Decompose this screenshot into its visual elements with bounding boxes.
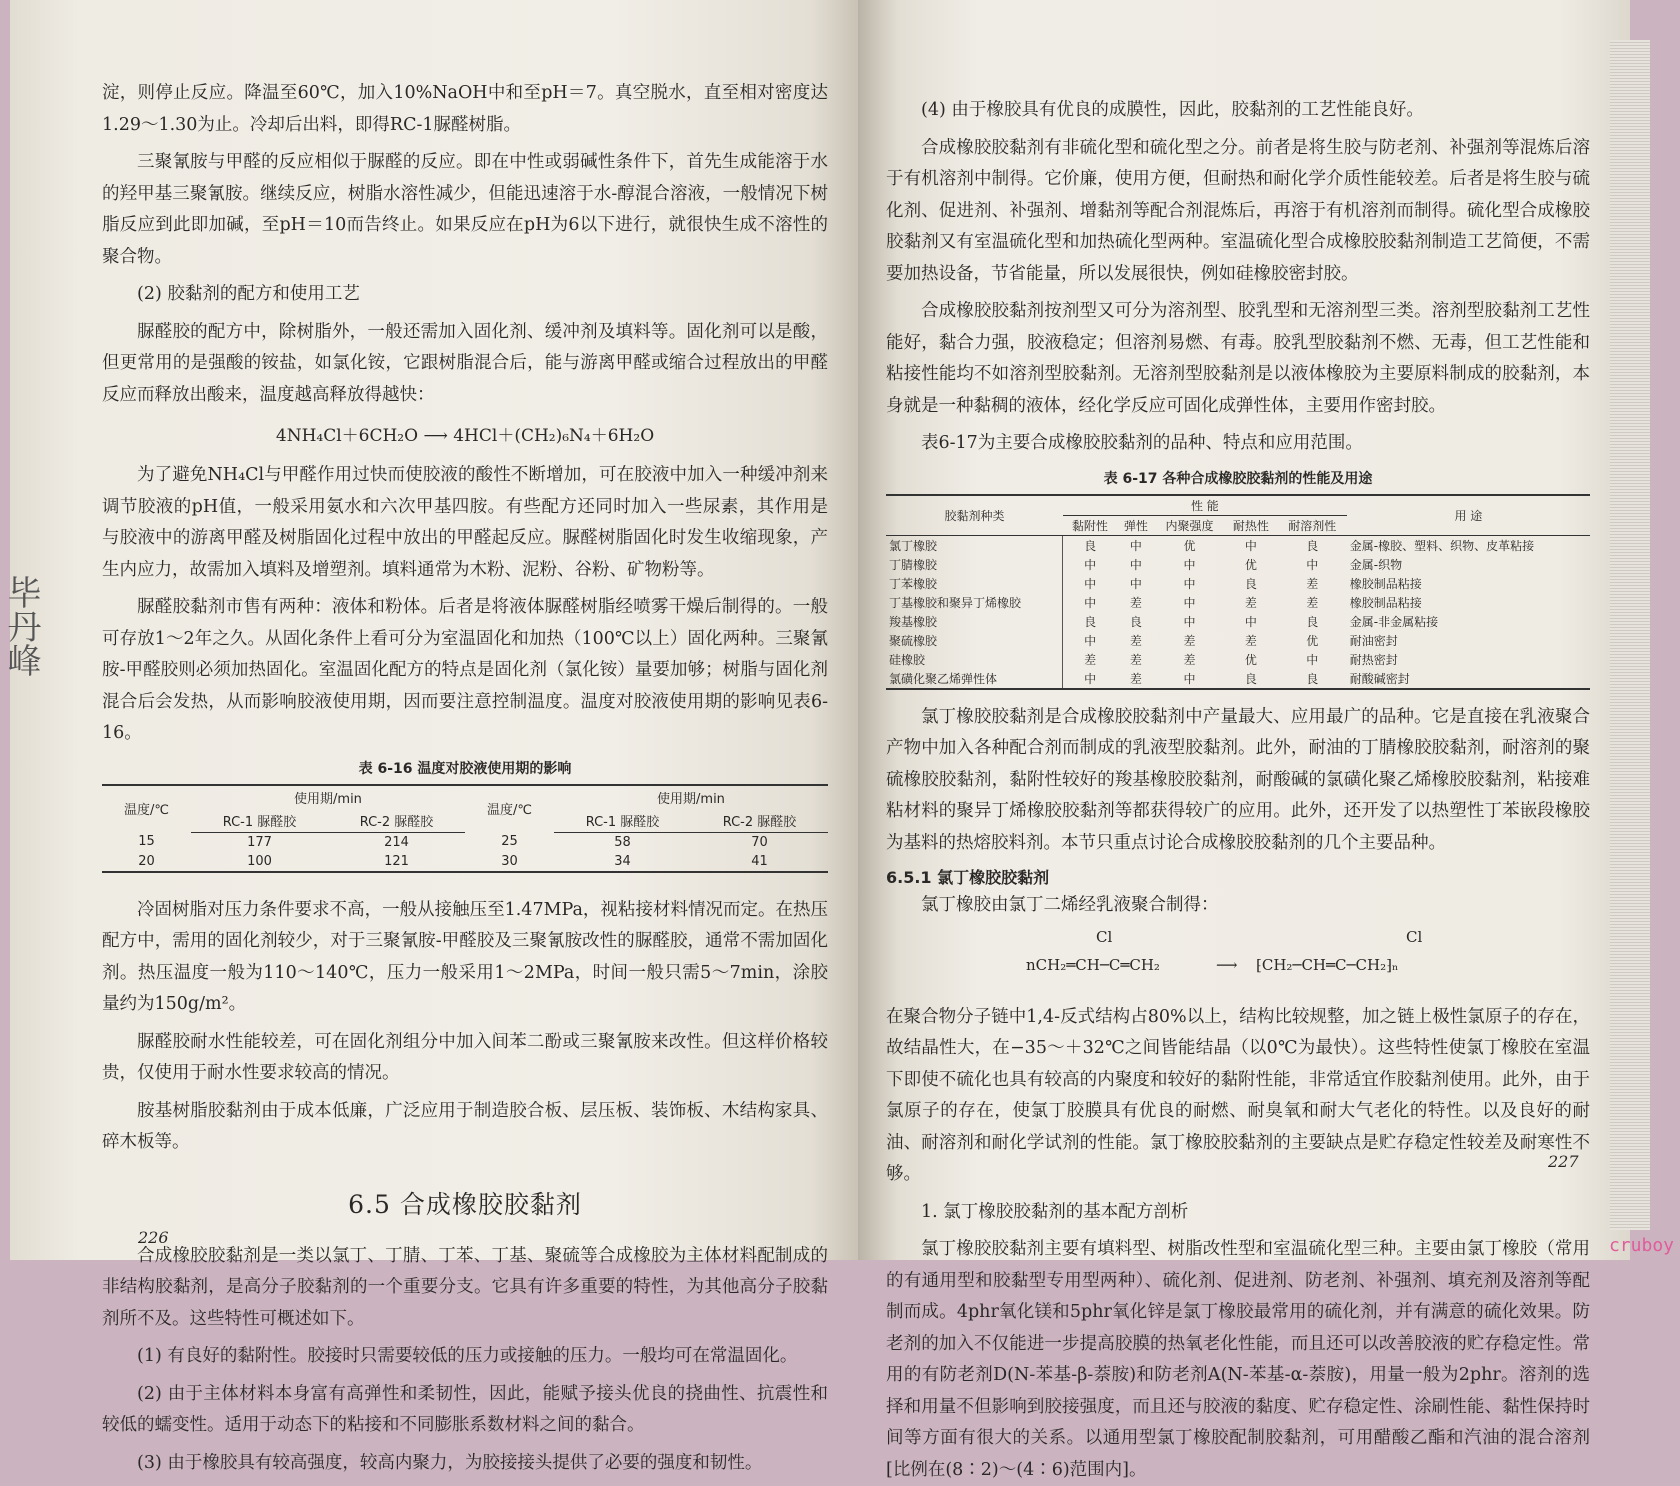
table-cell: 良 (1063, 535, 1117, 555)
polymer-formula: ⁅CH₂─CH═C─CH₂⁆ₙ (1256, 955, 1399, 974)
table-row (886, 631, 1590, 650)
subsection-title: 6.5.1 氯丁橡胶胶黏剂 (886, 868, 1050, 887)
column-header: RC-1 脲醛胶 (191, 809, 328, 833)
reaction-formula: 4NH₄Cl＋6CH₂O ⟶ 4HCl＋(CH₂)₆N₄＋6H₂O (275, 426, 655, 446)
paragraph: 脲醛胶黏剂市售有两种：液体和粉体。后者是将液体脲醛树脂经喷雾干燥后制得的。一般可存放1～2年之久。从固化条件上看可分为室温固化和加热（100℃以上）固化两种。三聚氰胺-甲醛胶则必须加热固化。室温固化配方的特点是固化剂（氯化铵）量要加够；树脂与固化剂混合后会发热，从而影响胶液使用期，因而要注意控制温度。温度对胶液使用期的影响见表6-16。 (102, 597, 828, 743)
table-cell: 34 (614, 853, 631, 869)
heading-item: (2) 胶黏剂的配方和使用工艺 (137, 284, 360, 304)
paragraph: 胺基树脂胶黏剂由于成本低廉，广泛应用于制造胶合板、层压板、装饰板、木结构家具、碎木板等。 (102, 1100, 828, 1152)
table-caption: 表 6-17 各种合成橡胶胶黏剂的性能及用途 (1103, 470, 1373, 487)
table-cell: 30 (501, 853, 518, 869)
column-header: 弹性 (1117, 515, 1155, 535)
table-cell: 优 (1183, 538, 1196, 553)
table-cell: 中 (1063, 574, 1117, 593)
left-page (1, 0, 858, 1473)
section-title: 6.5 合成橡胶胶黏剂 (348, 1189, 582, 1219)
list-item: (1) 有良好的黏附性。胶接时只需要较低的压力或接触的压力。一般均可在常温固化。 (137, 1346, 798, 1366)
table-cell: 丁苯橡胶 (889, 576, 938, 591)
table-row (886, 650, 1590, 669)
table-cell: 金属-橡胶、塑料、织物、皮革粘接 (1349, 538, 1535, 553)
paragraph: 在聚合物分子链中1,4-反式结构占80%以上，结构比较规整，加之链上极性氯原子的存在，故结晶性大，在−35～＋32℃之间皆能结晶（以0℃为最快）。这些特性使氯丁橡胶在室温下即使不硫化也具有较高的内聚度和较好的黏附性能，非常适宜作胶黏剂使用。此外，由于氯原子的存在，使氯丁胶膜具有优良的耐燃、耐臭氧和耐大气老化的特性。以及良好的耐油、耐溶剂和耐化学试剂的性能。氯丁橡胶胶黏剂的主要缺点是贮存稳定性较差及耐寒性不够。 (886, 1006, 1590, 1184)
table-caption: 表 6-16 温度对胶液使用期的影响 (358, 760, 572, 777)
column-header: RC-2 脲醛胶 (328, 809, 465, 833)
table-cell: 差 (1244, 633, 1257, 648)
table-row (886, 593, 1590, 612)
paragraph: 三聚氰胺与甲醛的反应相似于脲醛的反应。即在中性或弱碱性条件下，首先生成能溶于水的羟甲基三聚氰胺。继续反应，树脂水溶性减少，但能迅速溶于水-醇混合溶液，一般情况下树脂反应到此即加碱，至pH＝10而告终止。如果反应在pH为6以下进行，就很快生成不溶性的聚合物。 (102, 152, 828, 267)
column-header: 使用期/min (657, 791, 725, 807)
table-cell: 中 (1183, 576, 1196, 591)
table-cell: 中 (1183, 557, 1196, 572)
table-cell: 差 (1306, 576, 1319, 591)
table-cell: 中 (1244, 614, 1257, 629)
table-cell: 耐热密封 (1349, 652, 1398, 667)
paragraph: 淀，则停止反应。降温至60℃，加入10%NaOH中和至pH＝7。真空脱水，直至相对密度达1.29～1.30为止。冷却后出料，即得RC-1脲醛树脂。 (102, 83, 828, 135)
monomer-formula: nCH₂═CH─C═CH₂ (1026, 955, 1160, 974)
paragraph: 脲醛胶的配方中，除树脂外，一般还需加入固化剂、缓冲剂及填料等。固化剂可以是酸，但更常用的是强酸的铵盐，如氯化铵，它跟树脂混合后，能与游离甲醛或缩合过程放出的甲醛反应而释放出酸来，温度越高释放得越快： (102, 321, 828, 405)
list-item: (4) 由于橡胶具有优良的成膜性，因此，胶黏剂的工艺性能良好。 (921, 100, 1424, 120)
table-cell: 差 (1183, 633, 1196, 648)
page-number: 226 (138, 1228, 169, 1247)
table-cell: 中 (1063, 593, 1117, 612)
column-header: 耐热性 (1224, 515, 1278, 535)
paragraph: 脲醛胶耐水性能较差，可在固化剂组分中加入间苯二酚或三聚氰胺来改性。但这样价格较贵，仅使用于耐水性要求较高的情况。 (102, 1031, 828, 1083)
table-row (886, 555, 1590, 574)
table-cell: 羧基橡胶 (889, 614, 938, 629)
table-cell: 优 (1244, 557, 1257, 572)
chlorine-label: Cl (1096, 927, 1113, 946)
table-cell: 橡胶制品粘接 (1349, 595, 1422, 610)
table-cell: 丁基橡胶和聚异丁烯橡胶 (889, 595, 1022, 610)
paragraph: 合成橡胶胶黏剂有非硫化型和硫化型之分。前者是将生胶与防老剂、补强剂等混炼后溶于有机溶剂中制得。它价廉，使用方便，但耐热和耐化学介质性能较差。后者是将生胶与硫化剂、促进剂、补强剂、增黏剂等配合剂混炼后，再溶于有机溶剂而制得。硫化型合成橡胶胶黏剂又有室温硫化型和加热硫化型两种。室温硫化型合成橡胶胶黏剂制造工艺简便，不需要加热设备，节省能量，所以发展很快，例如硅橡胶密封胶。 (886, 137, 1590, 284)
table-6-17 (886, 494, 1590, 690)
table-cell: 差 (1129, 652, 1142, 667)
table-cell: 121 (384, 853, 409, 869)
table-cell: 15 (138, 834, 155, 850)
reaction-arrow: ⟶ (1216, 955, 1238, 974)
table-cell: 差 (1063, 650, 1117, 669)
table-cell: 58 (614, 834, 631, 850)
table-cell: 良 (1306, 614, 1319, 629)
column-header: 黏附性 (1063, 515, 1117, 535)
open-book (1, 0, 1630, 1480)
column-header: 内聚强度 (1155, 515, 1224, 535)
table-cell: 金属-非金属粘接 (1349, 614, 1439, 629)
table-cell: 中 (1129, 576, 1142, 591)
table-cell: 硅橡胶 (889, 652, 926, 667)
table-row (886, 574, 1590, 593)
right-page (858, 0, 1630, 1480)
table-cell: 氯丁橡胶 (889, 538, 938, 553)
table-cell: 优 (1244, 652, 1257, 667)
table-cell: 中 (1183, 614, 1196, 629)
table-cell: 差 (1129, 633, 1142, 648)
table-cell: 中 (1183, 671, 1196, 686)
paragraph: 氯丁橡胶由氯丁二烯经乳液聚合制得： (921, 895, 1219, 915)
table-cell: 差 (1129, 671, 1142, 686)
paragraph: 冷固树脂对压力条件要求不高，一般从接触压至1.47MPa，视粘接材料情况而定。在热压配方中，需用的固化剂较少，对于三聚氰胺-甲醛胶及三聚氰胺改性的脲醛胶，通常不需加固化剂。热压温度一般为110～140℃，压力一般采用1～2MPa，时间一般只需5～7min，涂胶量约为150g/m²。 (102, 899, 828, 1014)
heading-item: 1. 氯丁橡胶胶黏剂的基本配方剖析 (921, 1201, 1189, 1222)
table-cell: 差 (1183, 652, 1196, 667)
paragraph: 合成橡胶胶黏剂按剂型又可分为溶剂型、胶乳型和无溶剂型三类。溶剂型胶黏剂工艺性能好，黏合力强，胶液稳定；但溶剂易燃、有毒。胶乳型胶黏剂不燃、无毒，但工艺性能和粘接性能均不如溶剂型胶黏剂。无溶剂型胶黏剂是以液体橡胶为主要原料制成的胶黏剂，本身就是一种黏稠的液体，经化学反应可固化成弹性体，主要用作密封胶。 (886, 301, 1590, 416)
table-cell: 25 (501, 834, 518, 850)
paragraph: 为了避免NH₄Cl与甲醛作用过快而使胶液的酸性不断增加，可在胶液中加入一种缓冲剂来调节胶液的pH值，一般采用氨水和六次甲基四胺。有些配方还同时加入一些尿素，其作用是与胶液中的游离甲醛及树脂固化过程中放出的甲醛起反应。脲醛树脂固化时发生收缩现象，产生内应力，故需加入填料及增塑剂。填料通常为木粉、泥粉、谷粉、矿物粉等。 (102, 465, 828, 580)
table-row (886, 612, 1590, 631)
table-row (886, 669, 1590, 689)
table-row (102, 832, 828, 852)
paragraph: 氯丁橡胶胶黏剂是合成橡胶胶黏剂中产量最大、应用最广的品种。它是直接在乳液聚合产物中加入各种配合剂而制成的乳液型胶黏剂。此外，耐油的丁腈橡胶胶黏剂，耐溶剂的聚硫橡胶胶黏剂，黏附性较好的羧基橡胶胶黏剂，耐酸碱的氯磺化聚乙烯橡胶胶黏剂，粘接难粘材料的聚异丁烯橡胶胶黏剂等都获得较广的应用。此外，还开发了以热塑性丁苯嵌段橡胶为基料的热熔胶料剂。本节只重点讨论合成橡胶胶黏剂的几个主要品种。 (886, 706, 1590, 853)
list-item: (2) 由于主体材料本身富有高弹性和柔韧性，因此，能赋予接头优良的挠曲性、抗震性和较低的蠕变性。适用于动态下的粘接和不同膨胀系数材料之间的黏合。 (102, 1383, 828, 1435)
table-cell: 耐酸碱密封 (1349, 671, 1410, 686)
table-cell: 中 (1129, 538, 1142, 553)
chlorine-label: Cl (1406, 927, 1423, 946)
column-header: 使用期/min (294, 791, 362, 807)
column-header: 胶黏剂种类 (886, 495, 1063, 536)
table-cell: 177 (247, 834, 272, 850)
paragraph: 表6-17为主要合成橡胶胶黏剂的品种、特点和应用范围。 (921, 433, 1363, 453)
table-cell: 良 (1244, 671, 1257, 686)
paragraph: 合成橡胶胶黏剂是一类以氯丁、丁腈、丁苯、丁基、聚硫等合成橡胶为主体材料配制成的非结构胶黏剂，是高分子胶黏剂的一个重要分支。它具有许多重要的特性，为其他高分子胶黏剂所不及。这些特性可概述如下。 (102, 1245, 828, 1329)
table-cell: 差 (1244, 595, 1257, 610)
table-cell: 耐油密封 (1349, 633, 1398, 648)
table-cell: 优 (1306, 633, 1319, 648)
table-cell: 良 (1244, 576, 1257, 591)
table-cell: 41 (751, 853, 768, 869)
list-item: (3) 由于橡胶具有较高强度，较高内聚力，为胶接接头提供了必要的强度和韧性。 (137, 1452, 763, 1473)
table-row (102, 852, 828, 872)
table-cell: 良 (1306, 538, 1319, 553)
column-header: RC-1 脲醛胶 (554, 809, 691, 833)
table-cell: 中 (1063, 555, 1117, 574)
table-cell: 金属-织物 (1349, 557, 1403, 572)
column-header: 耐溶剂性 (1278, 515, 1347, 535)
table-row (886, 535, 1590, 555)
table-cell: 中 (1183, 595, 1196, 610)
table-cell: 中 (1306, 652, 1319, 667)
column-header: 温度/℃ (124, 803, 169, 819)
handwritten-signature: 毕丹峰 (1, 575, 41, 677)
table-cell: 氯磺化聚乙烯弹性体 (889, 671, 998, 686)
column-header: 温度/℃ (486, 803, 532, 819)
table-cell: 良 (1306, 671, 1319, 686)
table-cell: 良 (1129, 614, 1142, 629)
page-number: 227 (1548, 1152, 1579, 1171)
paragraph: 氯丁橡胶胶黏剂主要有填料型、树脂改性型和室温硫化型三种。主要由氯丁橡胶（常用的有通用型和胶黏型专用型两种）、硫化剂、促进剂、防老剂、补强剂、填充剂及溶剂等配制而成。4phr氧化镁和5phr氧化锌是氯丁橡胶最常用的硫化剂，并有满意的硫化效果。防老剂的加入不仅能进一步提高胶膜的热氧老化性能，而且还可以改善胶液的贮存稳定性。常用的有防老剂D(N-苯基-β-萘胺)和防老剂A(N-苯基-α-萘胺)，用量一般为2phr。溶剂的选择和用量不但影响到胶接强度，而且还与胶液的黏度、贮存稳定性、涂刷性能、黏性保持时间等方面有很大的关系。以通用型氯丁橡胶配制胶黏剂，可用醋酸乙酯和汽油的混合溶剂[比例在(8∶2)～(4∶6)范围内]。 (886, 1239, 1590, 1480)
table-cell: 差 (1129, 595, 1142, 610)
column-header: 性 能 (1063, 495, 1347, 516)
table-cell: 100 (247, 853, 272, 869)
table-cell: 聚硫橡胶 (889, 633, 938, 648)
column-header: RC-2 脲醛胶 (691, 809, 828, 833)
table-cell: 214 (384, 834, 409, 850)
table-cell: 丁腈橡胶 (889, 557, 938, 572)
watermark: cruboy (1608, 1235, 1674, 1256)
table-cell: 中 (1063, 631, 1117, 650)
table-6-16 (102, 784, 828, 873)
table-cell: 中 (1129, 557, 1142, 572)
table-cell: 20 (138, 853, 155, 869)
table-cell: 70 (751, 834, 768, 850)
column-header: 用 途 (1347, 495, 1590, 536)
table-cell: 差 (1306, 595, 1319, 610)
table-cell: 中 (1244, 538, 1257, 553)
chemical-equation (886, 928, 1590, 998)
table-cell: 中 (1063, 669, 1117, 689)
table-cell: 良 (1063, 612, 1117, 631)
page-stack-edge (1610, 40, 1650, 1230)
table-cell: 橡胶制品粘接 (1349, 576, 1422, 591)
table-cell: 中 (1306, 557, 1319, 572)
